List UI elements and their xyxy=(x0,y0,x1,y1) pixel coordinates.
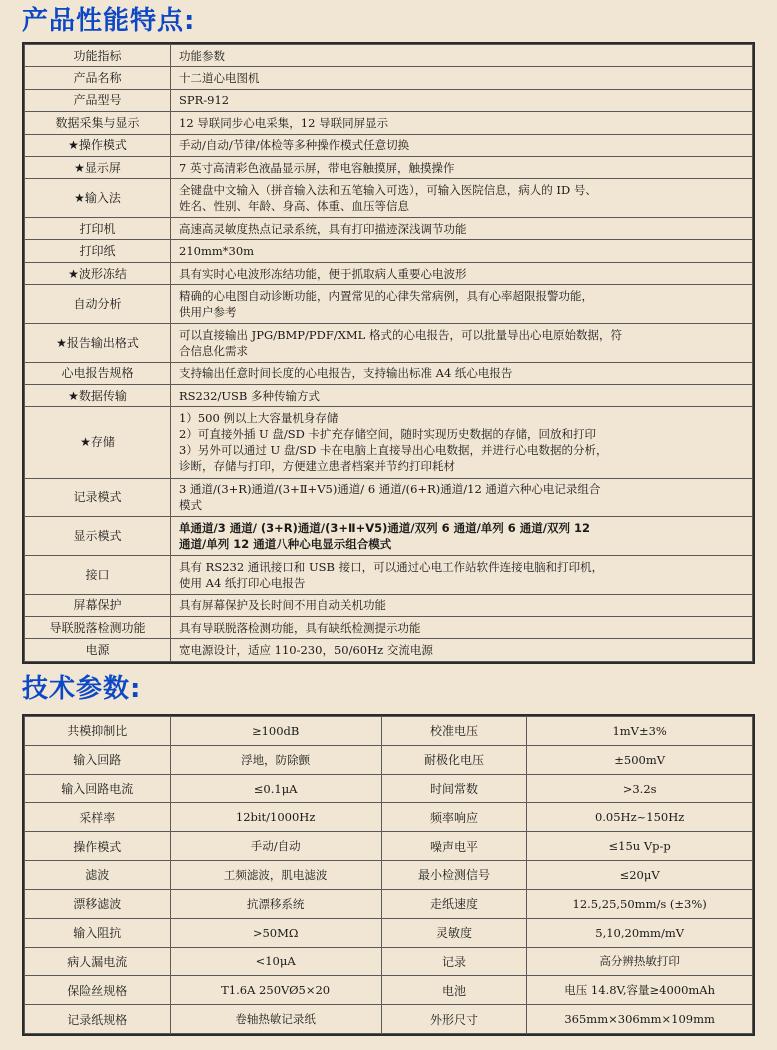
spec-name: 采样率 xyxy=(25,803,171,832)
feature-value xyxy=(171,179,753,218)
feature-row xyxy=(25,478,753,517)
feature-value-line: 具有屏幕保护及长时间不用自动关机功能 xyxy=(179,598,386,613)
feature-value-line: 7 英寸高清彩色液晶显示屏，带电容触摸屏，触摸操作 xyxy=(179,160,455,175)
spec-name: 输入回路电流 xyxy=(25,774,171,803)
feature-name: 产品型号 xyxy=(25,89,171,111)
feature-value xyxy=(171,384,753,406)
feature-name: 自动分析 xyxy=(25,285,171,324)
spec-name: 记录纸规格 xyxy=(25,1005,171,1034)
feature-row xyxy=(25,639,753,662)
feature-value-line: 1）500 例以上大容量机身存储 xyxy=(179,411,339,426)
feature-name: 电源 xyxy=(25,639,171,662)
feature-value xyxy=(171,478,753,517)
spec-value: 12bit/1000Hz xyxy=(170,803,381,832)
spec-name: 共模抑制比 xyxy=(25,717,171,746)
feature-value-line: 3 通道/(3+R)通道/(3+Ⅱ+V5)通道/ 6 通道/(6+R)通道/12 通道六种心电记录组合 xyxy=(179,482,601,497)
feature-row xyxy=(25,323,753,362)
feature-name: 记录模式 xyxy=(25,478,171,517)
feature-value-line: 宽电源设计，适应 110-230，50/60Hz 交流电源 xyxy=(179,643,433,658)
feature-value-line: 手动/自动/节律/体检等多种操作模式任意切换 xyxy=(179,138,410,153)
spec-name: 电池 xyxy=(381,976,527,1005)
spec-value: 高分辨热敏打印 xyxy=(527,947,753,976)
feature-row xyxy=(25,594,753,616)
feature-value-line: 单通道/3 通道/ (3+R)通道/(3+Ⅱ+V5)通道/双列 6 通道/单列 6 通道/双列 12 xyxy=(179,521,590,536)
spec-name: 输入阻抗 xyxy=(25,918,171,947)
feature-value xyxy=(171,134,753,156)
feature-value-line: 高速高灵敏度热点记录系统，具有打印描迹深浅调节功能 xyxy=(179,221,467,236)
specs-table xyxy=(24,716,753,1034)
spec-row xyxy=(25,717,753,746)
spec-row xyxy=(25,745,753,774)
feature-name: ★操作模式 xyxy=(25,134,171,156)
feature-value-line: 210mm*30m xyxy=(179,244,255,259)
spec-value: 5,10,20mm/mV xyxy=(527,918,753,947)
feature-name: 数据采集与显示 xyxy=(25,112,171,134)
spec-name: 噪声电平 xyxy=(381,832,527,861)
features-title: 产品性能特点: xyxy=(22,6,196,36)
feature-value xyxy=(171,240,753,262)
spec-row xyxy=(25,803,753,832)
feature-value-line: 十二道心电图机 xyxy=(179,71,260,86)
feature-row xyxy=(25,45,753,67)
feature-name: ★报告输出格式 xyxy=(25,323,171,362)
feature-value-line: 功能参数 xyxy=(179,48,225,63)
spec-value: 0.05Hz~150Hz xyxy=(527,803,753,832)
feature-value-line: 通道/单列 12 通道八种心电显示组合模式 xyxy=(179,537,392,552)
spec-name: 病人漏电流 xyxy=(25,947,171,976)
feature-row xyxy=(25,89,753,111)
feature-name: ★数据传输 xyxy=(25,384,171,406)
feature-value xyxy=(171,617,753,639)
feature-row xyxy=(25,407,753,478)
feature-value-line: 具有 RS232 通讯接口和 USB 接口，可以通过心电工作站软件连接电脑和打印机， xyxy=(179,559,604,574)
feature-row xyxy=(25,285,753,324)
spec-value: 手动/自动 xyxy=(170,832,381,861)
feature-value xyxy=(171,362,753,384)
spec-name: 保险丝规格 xyxy=(25,976,171,1005)
feature-row xyxy=(25,67,753,89)
spec-value: 卷轴热敏记录纸 xyxy=(170,1005,381,1034)
feature-value xyxy=(171,285,753,324)
spec-value: 浮地，防除颤 xyxy=(170,745,381,774)
spec-value: 电压 14.8V,容量≥4000mAh xyxy=(527,976,753,1005)
feature-value-line: RS232/USB 多种传输方式 xyxy=(179,388,321,403)
spec-name: 最小检测信号 xyxy=(381,861,527,890)
feature-value xyxy=(171,639,753,662)
feature-row xyxy=(25,362,753,384)
feature-name: 产品名称 xyxy=(25,67,171,89)
feature-name: 打印机 xyxy=(25,218,171,240)
feature-value xyxy=(171,45,753,67)
spec-row xyxy=(25,1005,753,1034)
feature-name: 屏幕保护 xyxy=(25,594,171,616)
features-table-frame xyxy=(22,42,755,664)
specs-title: 技术参数: xyxy=(22,674,142,704)
spec-row xyxy=(25,918,753,947)
feature-value-line: 12 导联同步心电采集，12 导联同屏显示 xyxy=(179,115,389,130)
feature-row xyxy=(25,179,753,218)
feature-value-line: SPR-912 xyxy=(179,93,230,108)
feature-row xyxy=(25,112,753,134)
spec-row xyxy=(25,947,753,976)
feature-value xyxy=(171,407,753,478)
spec-name: 频率响应 xyxy=(381,803,527,832)
spec-name: 外形尺寸 xyxy=(381,1005,527,1034)
spec-value: 抗漂移系统 xyxy=(170,889,381,918)
spec-value: 工频滤波，肌电滤波 xyxy=(170,861,381,890)
feature-value-line: 3）另外可以通过 U 盘/SD 卡在电脑上直接导出心电数据，并进行心电数据的分析， xyxy=(179,443,608,458)
spec-name: 时间常数 xyxy=(381,774,527,803)
feature-name: 功能指标 xyxy=(25,45,171,67)
feature-value xyxy=(171,218,753,240)
feature-row xyxy=(25,218,753,240)
spec-value: ±500mV xyxy=(527,745,753,774)
spec-value: ≥100dB xyxy=(170,717,381,746)
feature-row xyxy=(25,556,753,595)
spec-name: 耐极化电压 xyxy=(381,745,527,774)
spec-row xyxy=(25,832,753,861)
features-table xyxy=(24,44,753,662)
feature-value-line: 具有导联脱落检测功能，具有缺纸检测提示功能 xyxy=(179,620,421,635)
spec-name: 滤波 xyxy=(25,861,171,890)
feature-row xyxy=(25,384,753,406)
spec-name: 操作模式 xyxy=(25,832,171,861)
feature-value-line: 姓名、性别、年龄、身高、体重、血压等信息 xyxy=(179,199,409,214)
feature-value xyxy=(171,517,753,556)
spec-row xyxy=(25,889,753,918)
feature-value-line: 支持输出任意时间长度的心电报告，支持输出标准 A4 纸心电报告 xyxy=(179,366,513,381)
spec-value: 365mm×306mm×109mm xyxy=(527,1005,753,1034)
spec-value: ≤20μV xyxy=(527,861,753,890)
feature-name: 导联脱落检测功能 xyxy=(25,617,171,639)
feature-row xyxy=(25,517,753,556)
feature-value xyxy=(171,67,753,89)
feature-value xyxy=(171,89,753,111)
feature-name: 接口 xyxy=(25,556,171,595)
spec-name: 输入回路 xyxy=(25,745,171,774)
feature-row xyxy=(25,134,753,156)
feature-name: 心电报告规格 xyxy=(25,362,171,384)
feature-row xyxy=(25,156,753,178)
feature-value-line: 可以直接输出 JPG/BMP/PDF/XML 格式的心电报告，可以批量导出心电原始数据，符 xyxy=(179,327,622,342)
spec-name: 漂移滤波 xyxy=(25,889,171,918)
spec-name: 灵敏度 xyxy=(381,918,527,947)
feature-name: ★显示屏 xyxy=(25,156,171,178)
feature-value-line: 诊断，存储与打印，方便建立患者档案并节约打印耗材 xyxy=(179,459,455,474)
feature-value-line: 模式 xyxy=(179,498,202,513)
feature-value xyxy=(171,112,753,134)
feature-value-line: 供用户参考 xyxy=(179,305,237,320)
spec-name: 记录 xyxy=(381,947,527,976)
feature-value-line: 具有实时心电波形冻结功能，便于抓取病人重要心电波形 xyxy=(179,266,467,281)
feature-row xyxy=(25,617,753,639)
spec-value: 1mV±3% xyxy=(527,717,753,746)
feature-value xyxy=(171,556,753,595)
feature-value xyxy=(171,262,753,284)
feature-value-line: 使用 A4 纸打印心电报告 xyxy=(179,575,306,590)
feature-value-line: 合信息化需求 xyxy=(179,343,248,358)
spec-row xyxy=(25,774,753,803)
spec-row xyxy=(25,976,753,1005)
spec-value: 12.5,25,50mm/s (±3%) xyxy=(527,889,753,918)
feature-value-line: 精确的心电图自动诊断功能，内置常见的心律失常病例，具有心率超限报警功能， xyxy=(179,289,593,304)
spec-value: ≤0.1μA xyxy=(170,774,381,803)
spec-name: 走纸速度 xyxy=(381,889,527,918)
feature-value-line: 2）可直接外插 U 盘/SD 卡扩充存储空间，随时实现历史数据的存储，回放和打印 xyxy=(179,427,596,442)
feature-name: ★波形冻结 xyxy=(25,262,171,284)
feature-name: 打印纸 xyxy=(25,240,171,262)
spec-name: 校准电压 xyxy=(381,717,527,746)
spec-value: >3.2s xyxy=(527,774,753,803)
feature-row xyxy=(25,240,753,262)
spec-value: ≤15u Vp-p xyxy=(527,832,753,861)
feature-row xyxy=(25,262,753,284)
specs-table-frame xyxy=(22,714,755,1036)
spec-row xyxy=(25,861,753,890)
feature-value xyxy=(171,323,753,362)
spec-value: <10μA xyxy=(170,947,381,976)
feature-value-line: 全键盘中文输入（拼音输入法和五笔输入可选），可输入医院信息，病人的 ID 号、 xyxy=(179,183,597,198)
feature-name: ★输入法 xyxy=(25,179,171,218)
feature-value xyxy=(171,594,753,616)
spec-value: T1.6A 250VØ5×20 xyxy=(170,976,381,1005)
feature-name: ★存储 xyxy=(25,407,171,478)
feature-name: 显示模式 xyxy=(25,517,171,556)
feature-value xyxy=(171,156,753,178)
spec-value: >50MΩ xyxy=(170,918,381,947)
